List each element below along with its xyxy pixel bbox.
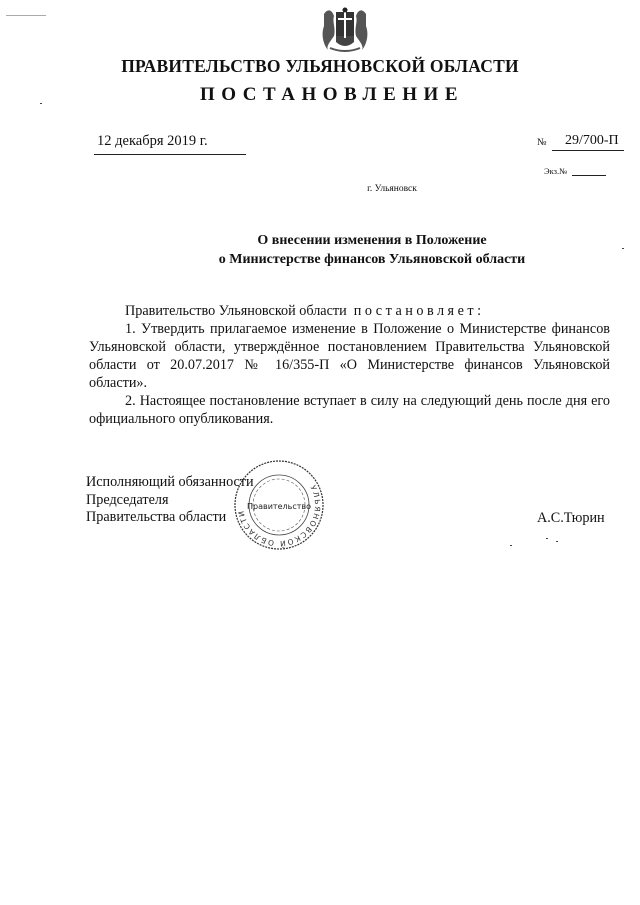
signatory-name: А.С.Тюрин (537, 510, 605, 526)
coat-of-arms-emblem (320, 6, 370, 52)
preamble-verb: постановляет: (353, 303, 485, 319)
preamble (89, 302, 610, 320)
preamble-text: Правительство Ульяновской области (125, 303, 347, 319)
item-2: 2. Настоящее постановление вступает в силу на следующий день после дня его официального опубликования. (89, 393, 610, 427)
number-underline (552, 150, 624, 151)
copy-number-underline (572, 175, 606, 176)
svg-text:Правительство: Правительство (247, 502, 311, 511)
number-sign: № (537, 137, 547, 148)
subject-line-2: о Министерстве финансов Ульяновской области (218, 252, 526, 267)
scan-speck (510, 545, 512, 546)
scan-speck (40, 103, 42, 104)
copy-number-label: Экз.№ (544, 166, 568, 176)
signatory-title-line-2: Председателя (86, 491, 169, 508)
organization-title: ПРАВИТЕЛЬСТВО УЛЬЯНОВСКОЙ ОБЛАСТИ (121, 56, 519, 76)
scan-speck (622, 248, 624, 249)
document-body (89, 302, 610, 428)
scan-speck (556, 541, 558, 542)
item-1: 1. Утвердить прилагаемое изменение в Положение о Министерстве финансов Ульяновской области, утверждённое постановлением Правительства Ульяновской области от 20.07.2017 № 16/355-П «О Министерстве финансов Ульяновской области». (89, 321, 610, 391)
official-seal-stamp (233, 459, 325, 551)
document-date: 12 декабря 2019 г. (97, 133, 208, 149)
signatory-title-line-1: Исполняющий обязанности (86, 474, 254, 490)
date-underline (94, 154, 246, 155)
document-number: 29/700-П (565, 133, 619, 148)
scan-speck (546, 538, 548, 539)
subject-line-1: О внесении изменения в Положение (257, 233, 487, 248)
signatory-title-line-3: Правительства области (86, 509, 227, 525)
document-type-title: ПОСТАНОВЛЕНИЕ (199, 84, 465, 105)
signatory-title (86, 474, 254, 527)
city: г. Ульяновск (367, 184, 417, 194)
svg-text:УЛЬЯНОВСКОЙ ОБЛАСТИ: УЛЬЯНОВСКОЙ ОБЛАСТИ (236, 483, 323, 549)
document-subject (0, 231, 640, 269)
margin-line (6, 15, 46, 16)
